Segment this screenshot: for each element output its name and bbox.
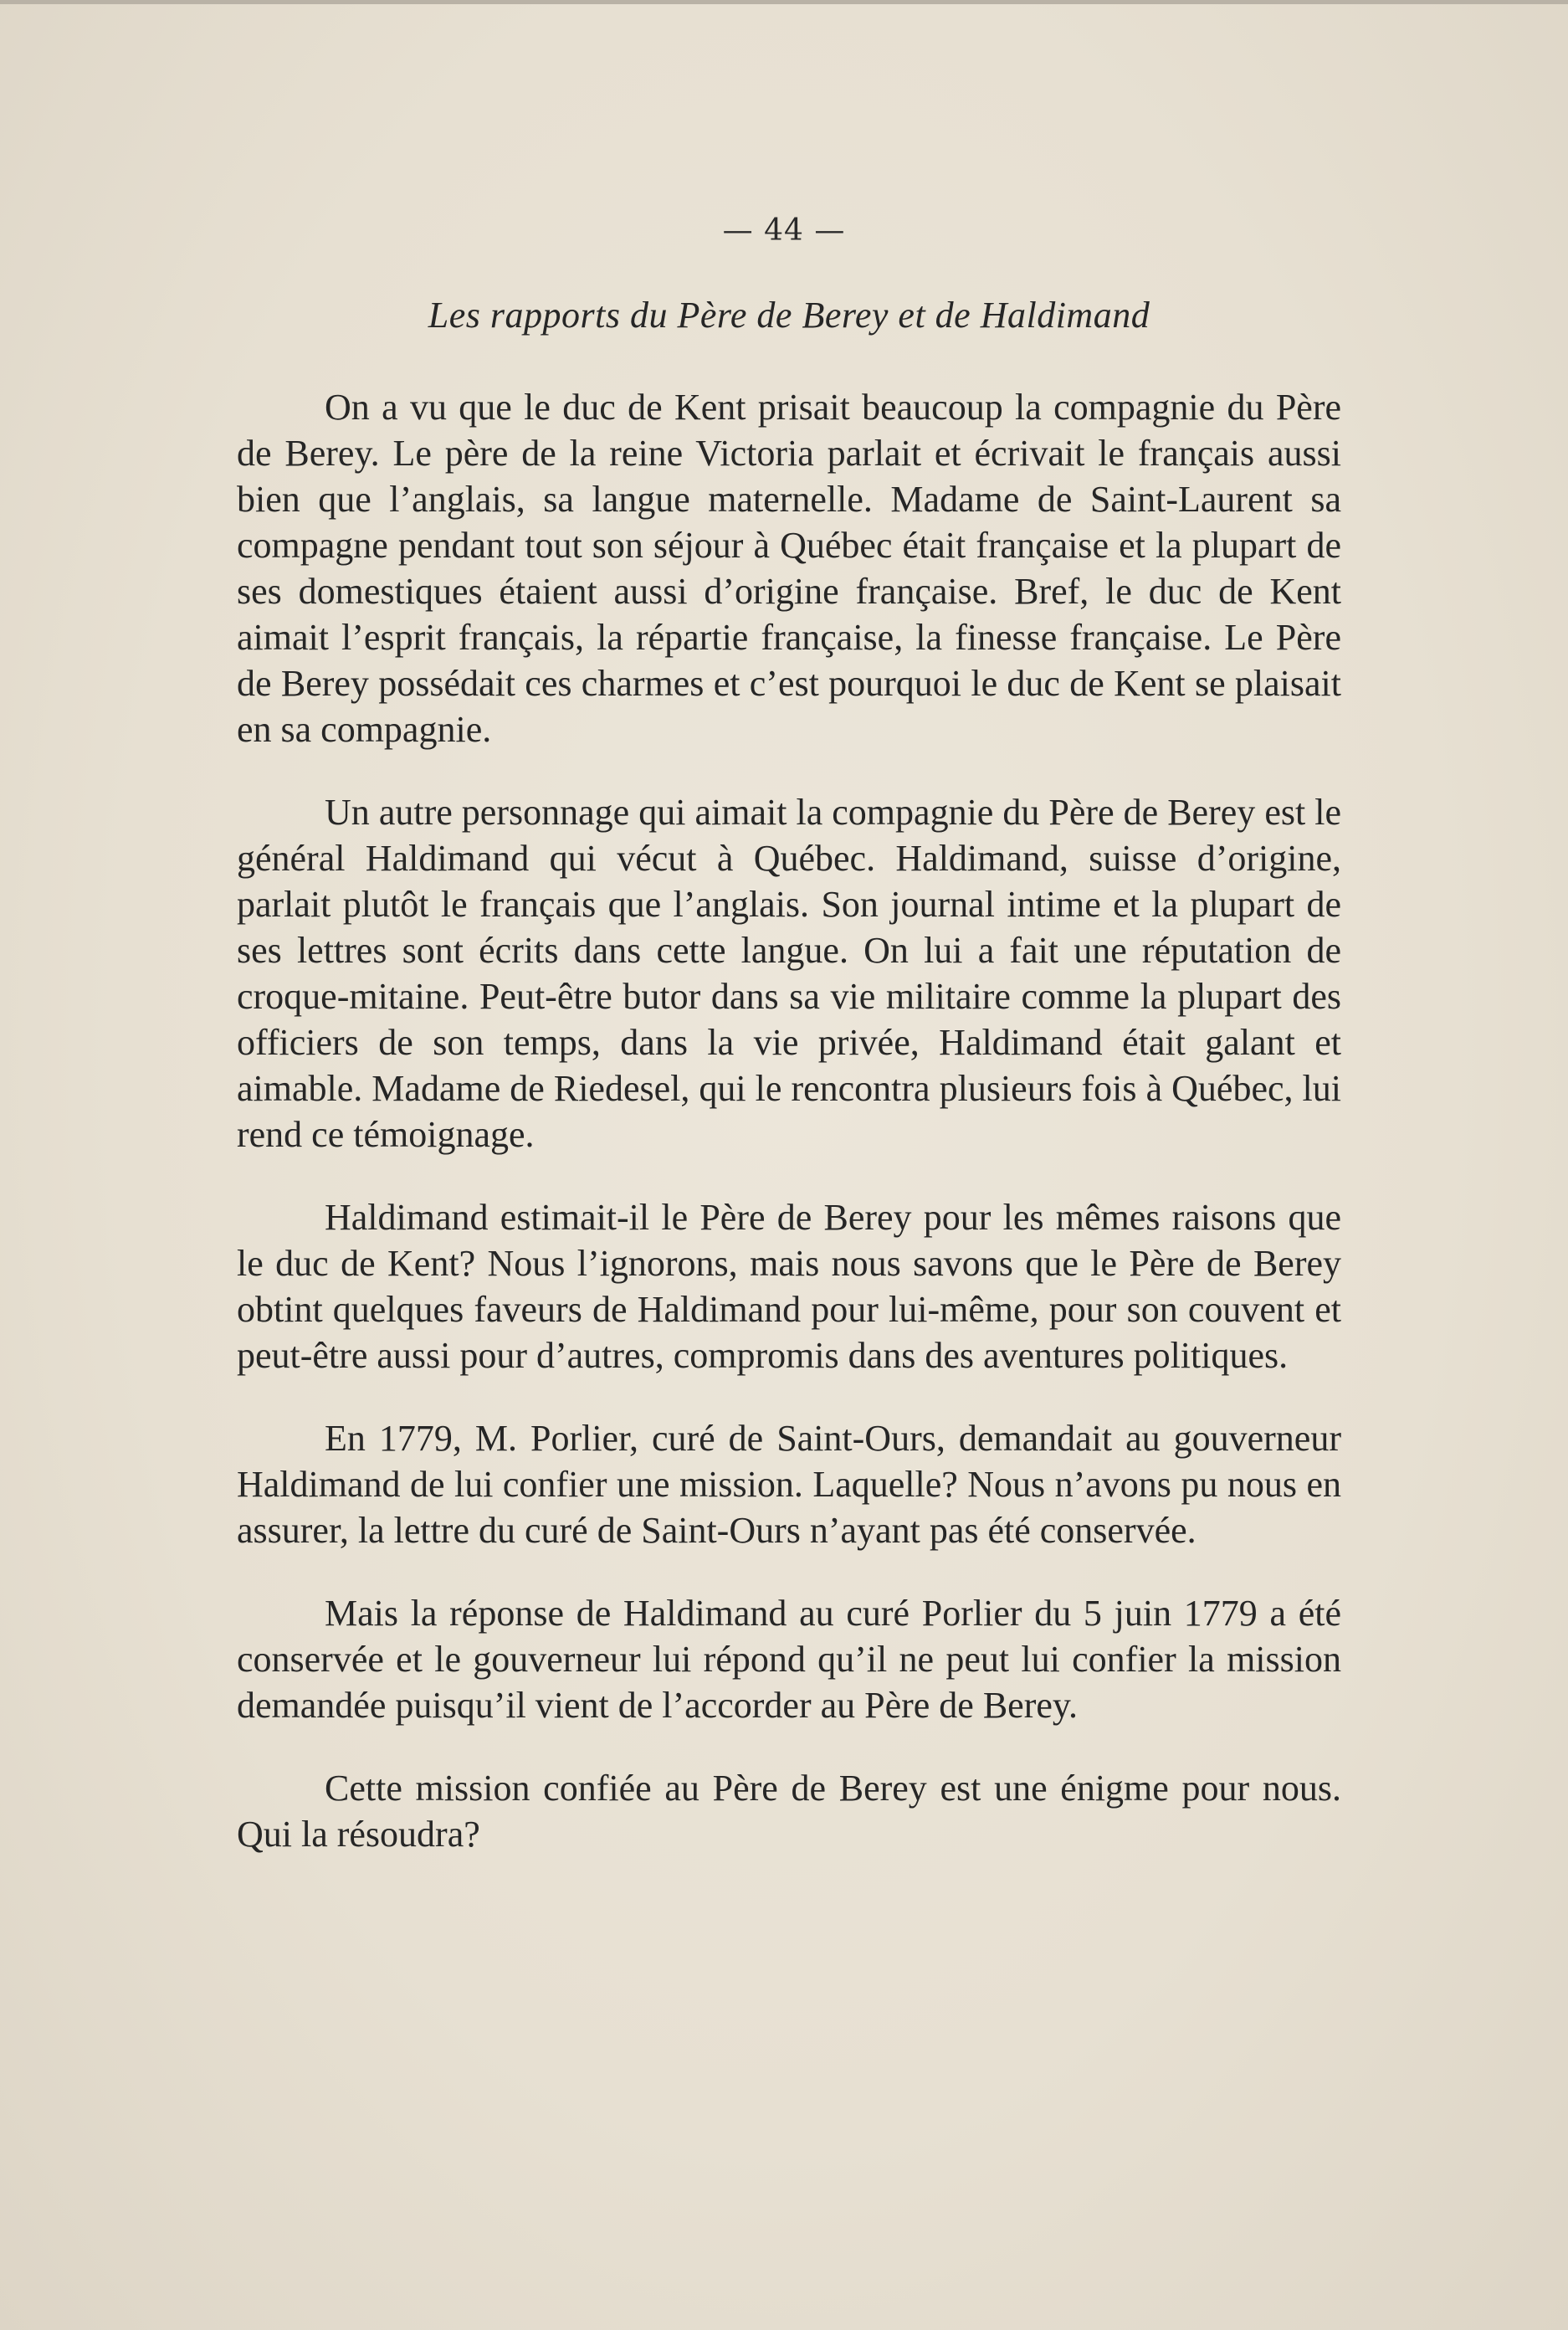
paragraph: En 1779, M. Porlier, curé de Saint-Ours, demandait au gouverneur Haldimand de lui confier une mission. Laquelle? Nous n’avons pu nous en assurer, la lettre du curé de Saint-Ours n’ayant pas été conservée.	[237, 1418, 1341, 1552]
text-block	[237, 291, 1341, 1894]
page-top-edge	[0, 0, 1568, 4]
paragraph: Mais la réponse de Haldimand au curé Porlier du 5 juin 1779 a été conservée et le gouverneur lui répond qu’il ne peut lui confier la mission demandée puisqu’il vient de l’accorder au Père de Berey.	[237, 1593, 1341, 1727]
paragraph: Cette mission confiée au Père de Berey est une énigme pour nous. Qui la résoudra?	[237, 1768, 1341, 1855]
paragraph: On a vu que le duc de Kent prisait beaucoup la compagnie du Père de Berey. Le père de la reine Victoria parlait et écrivait le français aussi bien que l’anglais, sa langue maternelle. Madame de Saint-Laurent sa compagne pendant tout son séjour à Québec était française et la plupart de ses domestiques étaient aussi d’origine française. Bref, le duc de Kent aimait l’esprit français, la répartie française, la finesse française. Le Père de Berey possédait ces charmes et c’est pourquoi le duc de Kent se plaisait en sa compagnie.	[237, 387, 1341, 751]
paragraph: Haldimand estimait-il le Père de Berey pour les mêmes raisons que le duc de Kent? Nous l’ignorons, mais nous savons que le Père de Berey obtint quelques faveurs de Haldimand pour lui-même, pour son couvent et peut-être aussi pour d’autres, compromis dans des aventures politiques.	[237, 1197, 1341, 1377]
page-number: — 44 —	[722, 213, 846, 248]
chapter-title: Les rapports du Père de Berey et de Haldimand	[428, 295, 1150, 336]
paragraph: Un autre personnage qui aimait la compagnie du Père de Berey est le général Haldimand qui vécut à Québec. Haldimand, suisse d’origine, parlait plutôt le français que l’anglais. Son journal intime et la plupart de ses lettres sont écrits dans cette langue. On lui a fait une réputation de croque-mitaine. Peut-être butor dans sa vie militaire comme la plupart des officiers de son temps, dans la vie privée, Haldimand était galant et aimable. Madame de Riedesel, qui le rencontra plusieurs fois à Québec, lui rend ce témoignage.	[237, 792, 1341, 1156]
